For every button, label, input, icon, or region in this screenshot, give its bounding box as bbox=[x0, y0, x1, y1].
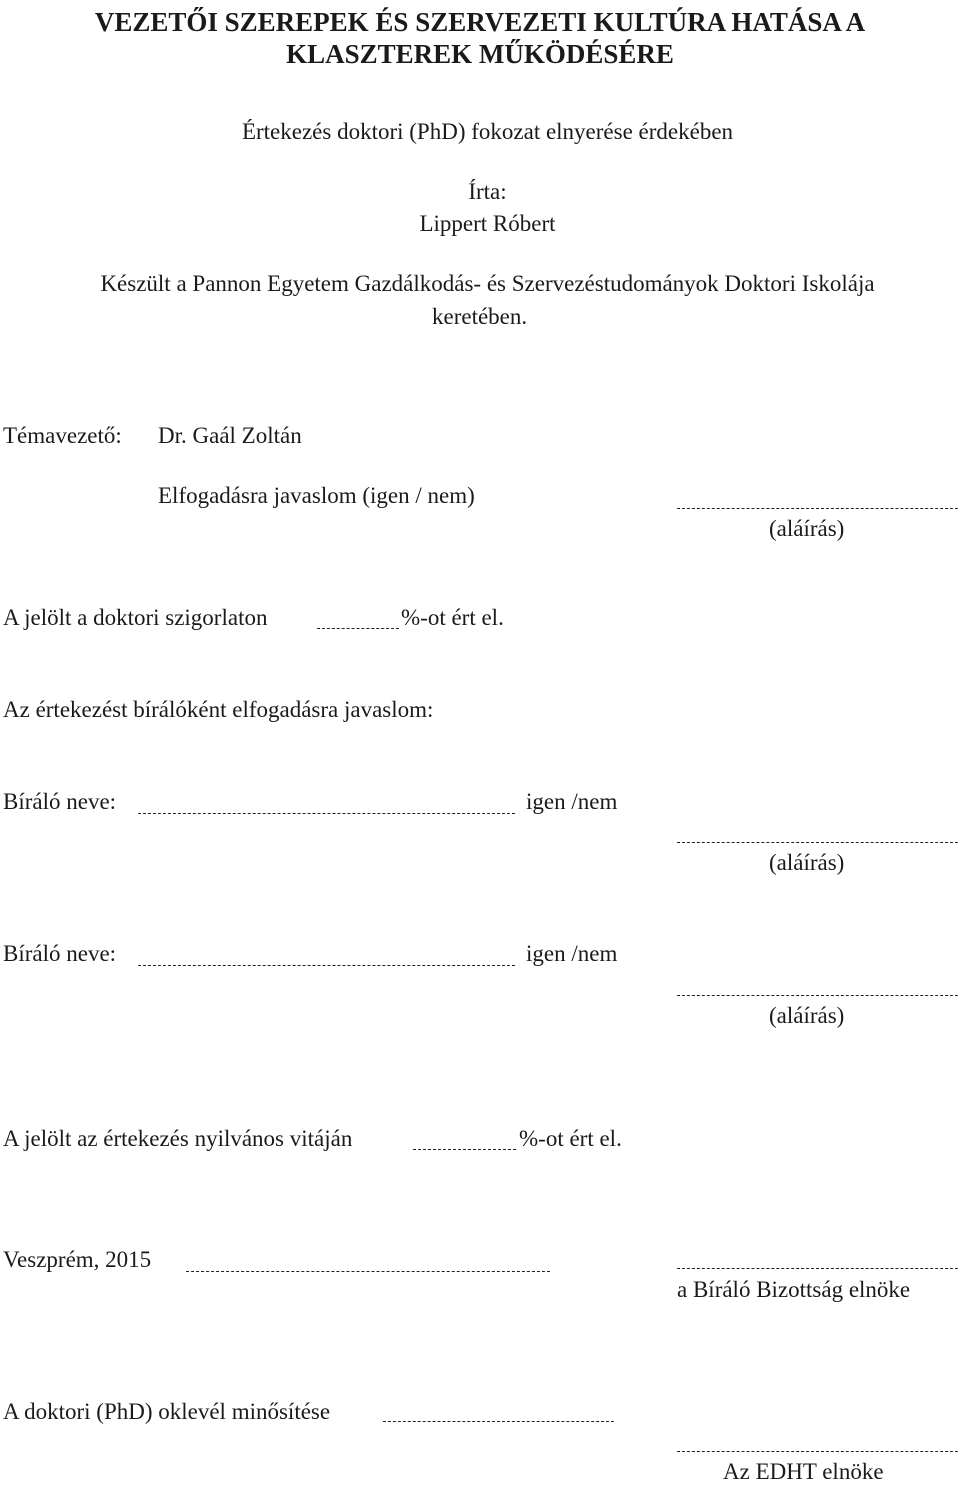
supervisor-signature-caption: (aláírás) bbox=[769, 516, 845, 541]
author-label: Írta: bbox=[468, 179, 507, 204]
defense-score-blank bbox=[413, 1149, 516, 1150]
reviewer-2-signature-caption: (aláírás) bbox=[769, 1003, 845, 1028]
institution-line-1: Készült a Pannon Egyetem Gazdálkodás- és Szervezéstudományok Doktori Iskolája bbox=[100, 271, 875, 296]
reviewer-2-choice: igen /nem bbox=[526, 941, 618, 966]
edht-chair-caption: Az EDHT elnöke bbox=[723, 1459, 884, 1484]
reviewer-1-choice: igen /nem bbox=[526, 789, 618, 814]
institution-line-2: keretében. bbox=[432, 304, 528, 329]
author-name: Lippert Róbert bbox=[419, 211, 556, 236]
place-date: Veszprém, 2015 bbox=[3, 1247, 152, 1272]
defense-score-prefix: A jelölt az értekezés nyilvános vitáján bbox=[3, 1126, 353, 1151]
supervisor-recommendation: Elfogadásra javaslom (igen / nem) bbox=[158, 483, 475, 508]
reviewer-1-signature-caption: (aláírás) bbox=[769, 850, 845, 875]
reviewer-2-name-blank bbox=[138, 965, 515, 966]
reviewers-intro: Az értekezést bírálóként elfogadásra javaslom: bbox=[3, 697, 434, 722]
supervisor-signature-line bbox=[677, 508, 958, 509]
exam-score-prefix: A jelölt a doktori szigorlaton bbox=[3, 605, 268, 630]
reviewer-2-signature-line bbox=[677, 995, 958, 996]
committee-chair-signature-line bbox=[677, 1268, 958, 1269]
document-subtitle: Értekezés doktori (PhD) fokozat elnyerése érdekében bbox=[241, 119, 734, 144]
document-title-line-2: KLASZTEREK MŰKÖDÉSÉRE bbox=[286, 39, 674, 69]
committee-chair-caption: a Bíráló Bizottság elnöke bbox=[677, 1277, 911, 1302]
document-title-line-1: VEZETŐI SZEREPEK ÉS SZERVEZETI KULTÚRA HATÁSA A bbox=[94, 7, 866, 37]
supervisor-label: Témavezető: bbox=[3, 423, 122, 448]
defense-score-suffix: %-ot ért el. bbox=[519, 1126, 622, 1151]
diploma-rating-blank bbox=[383, 1421, 614, 1422]
reviewer-1-signature-line bbox=[677, 842, 958, 843]
edht-chair-signature-line bbox=[677, 1451, 958, 1452]
supervisor-name: Dr. Gaál Zoltán bbox=[158, 423, 302, 448]
diploma-rating-label: A doktori (PhD) oklevél minősítése bbox=[3, 1399, 331, 1424]
exam-score-blank bbox=[317, 628, 399, 629]
place-date-blank bbox=[186, 1271, 550, 1272]
exam-score-suffix: %-ot ért el. bbox=[401, 605, 504, 630]
reviewer-1-name-blank bbox=[138, 813, 515, 814]
reviewer-1-name-label: Bíráló neve: bbox=[3, 789, 117, 814]
reviewer-2-name-label: Bíráló neve: bbox=[3, 941, 117, 966]
